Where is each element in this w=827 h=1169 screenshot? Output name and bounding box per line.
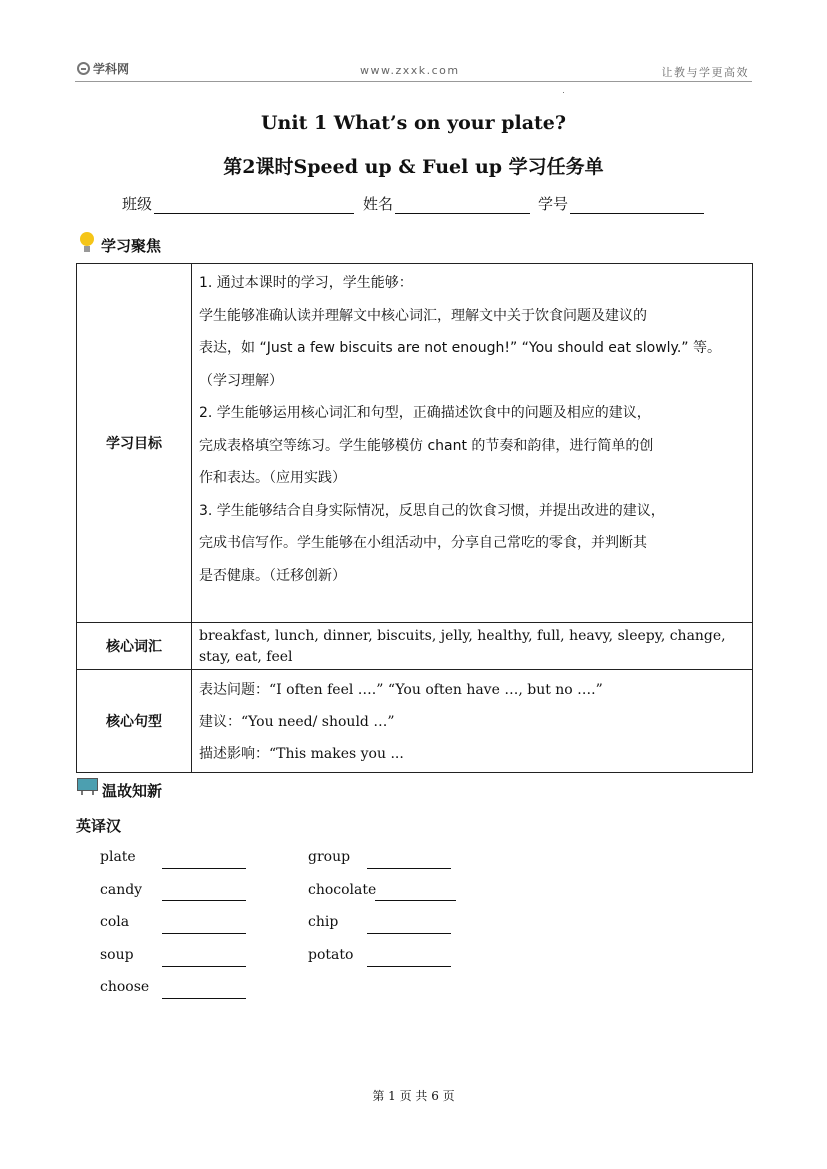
answer-line-potato[interactable] [367,966,451,967]
sentence-prefix: 建议： [199,714,241,730]
objectives-label: 学习目标 [77,264,192,623]
word-potato: potato [308,947,354,963]
number-label: 学号 [538,195,569,213]
class-field[interactable] [154,196,354,214]
objective-line: 完成表格填空等练习。学生能够模仿 chant 的节奏和韵律，进行简单的创 [199,437,654,454]
objective-line: （学习理解） [199,372,283,389]
sentence-pattern: “I often feel ….” “You often have …, but no ….” [269,682,603,698]
vocab-cell [192,623,753,670]
site-logo [77,60,129,77]
page-subtitle: 第2课时Speed up & Fuel up 学习任务单 [223,156,604,178]
sentence-line [199,706,745,738]
number-field[interactable] [570,196,704,214]
sentences-cell [192,670,753,773]
focus-heading-text: 学习聚焦 [101,237,162,255]
learning-focus-table [76,263,753,773]
header-slogan: 让教与学更高效 [661,66,749,79]
logo-text: 学科网 [93,62,130,76]
answer-line-soup[interactable] [162,966,246,967]
word-candy: candy [100,882,143,898]
answer-line-group[interactable] [367,868,451,869]
word-chip: chip [308,914,339,930]
word-plate: plate [100,849,136,865]
sentences-list [193,671,751,771]
vocab-row [77,623,753,670]
objective-line: 学生能够准确认读并理解文中核心词汇，理解文中关于饮食问题及建议的 [199,307,647,324]
word-soup: soup [100,947,134,963]
header-url: www.zxxk.com [360,64,460,77]
page-number: 第 1 页 共 6 页 [372,1089,455,1103]
answer-line-cola[interactable] [162,933,246,934]
header-divider [75,81,752,82]
stray-dot [563,92,564,93]
name-field[interactable] [395,196,530,214]
name-label: 姓名 [363,195,394,213]
blackboard-icon [77,778,98,795]
objectives-row [77,264,753,623]
word-cola: cola [100,914,130,930]
objectives-cell [192,264,753,623]
answer-line-candy[interactable] [162,900,246,901]
lightbulb-icon [80,232,94,252]
vocab-list: breakfast, lunch, dinner, biscuits, jelly, healthy, full, heavy, sleepy, change, stay, eat, feel [199,628,726,665]
sentences-label: 核心句型 [77,670,192,773]
exercise-title: 英译汉 [76,817,122,835]
sentence-line [199,738,745,770]
sentence-pattern: “You need/ should …” [241,714,395,730]
objective-line: 表达，如 “Just a few biscuits are not enough!” “You should eat slowly.” 等。 [199,340,721,356]
answer-line-chip[interactable] [367,933,451,934]
student-info [122,193,704,214]
answer-line-chocolate[interactable] [375,900,456,901]
page-title: Unit 1 What’s on your plate? [260,112,567,134]
objective-line: 1. 通过本课时的学习，学生能够： [199,275,413,291]
word-chocolate: chocolate [308,882,377,898]
word-choose: choose [100,979,150,995]
objective-line: 3. 学生能够结合自身实际情况，反思自己的饮食习惯，并提出改进的建议， [199,502,665,519]
logo-icon [77,62,90,75]
objectives-list [193,265,751,594]
answer-line-choose[interactable] [162,998,246,999]
review-section-heading [77,780,162,801]
word-group: group [308,849,351,865]
class-label: 班级 [122,195,153,213]
objective-line: 是否健康。（迁移创新） [199,567,346,584]
review-heading-text: 温故知新 [102,782,163,800]
objective-line: 完成书信写作。学生能够在小组活动中，分享自己常吃的零食，并判断其 [199,535,647,551]
answer-line-plate[interactable] [162,868,246,869]
sentence-prefix: 描述影响： [199,746,269,762]
vocab-label: 核心词汇 [77,623,192,670]
sentences-row [77,670,753,773]
sentence-prefix: 表达问题： [199,682,269,698]
focus-section-heading [80,227,161,256]
objective-line: 作和表达。（应用实践） [199,470,346,486]
sentence-pattern: “This makes you ... [269,746,404,762]
sentence-line [199,674,745,706]
objective-line: 2. 学生能够运用核心词汇和句型，正确描述饮食中的问题及相应的建议， [199,405,651,421]
